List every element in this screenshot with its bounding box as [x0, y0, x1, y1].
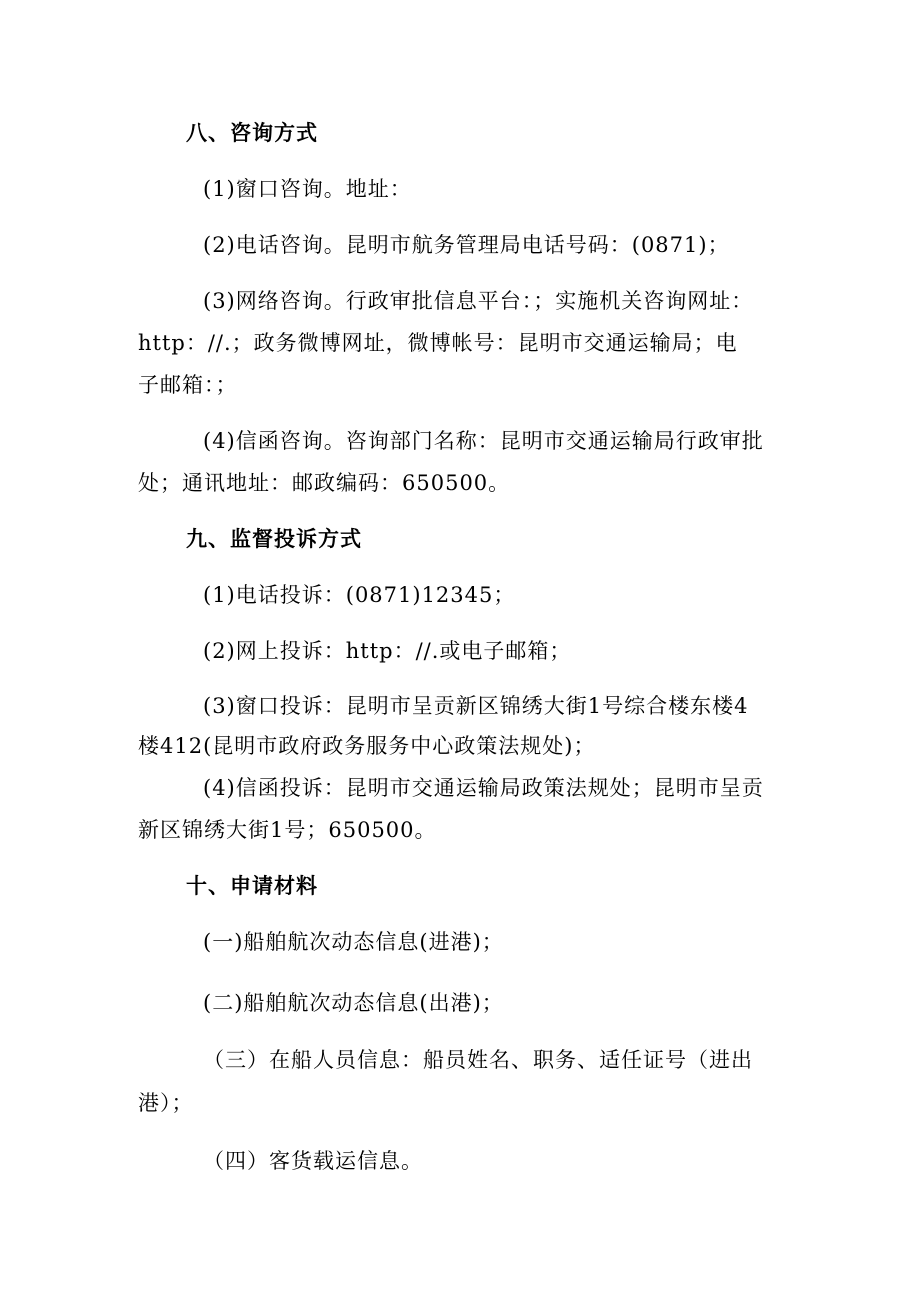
consult-online-line-2: http：//.；政务微博网址，微博帐号：昆明市交通运输局；电 [138, 331, 738, 355]
complaint-window-line-1: (3)窗口投诉：昆明市呈贡新区锦绣大街1号综合楼东楼4 [203, 694, 749, 718]
material-item-1: (一)船舶航次动态信息(进港)； [203, 930, 504, 954]
section-heading-consultation: 八、咨询方式 [186, 121, 318, 145]
consult-online-line-3: 子邮箱：； [138, 373, 238, 397]
section-heading-complaint: 九、监督投诉方式 [186, 527, 362, 551]
material-item-4: （四）客货载运信息。 [203, 1149, 423, 1173]
material-item-3-line-2: 港）； [138, 1091, 194, 1115]
consult-letter-line-1: (4)信函咨询。咨询部门名称：昆明市交通运输局行政审批 [203, 429, 764, 453]
consult-online-line-1: (3)网络咨询。行政审批信息平台：；实施机关咨询网址： [203, 289, 754, 313]
complaint-window-line-2: 楼412(昆明市政府政务服务中心政策法规处)； [138, 734, 596, 758]
material-item-3-line-1: （三）在船人员信息：船员姓名、职务、适任证号（进出 [203, 1048, 753, 1072]
complaint-online-line: (2)网上投诉：http：//.或电子邮箱； [203, 639, 572, 663]
consult-phone-line: (2)电话咨询。昆明市航务管理局电话号码：(0871)； [203, 233, 730, 257]
complaint-letter-line-1: (4)信函投诉：昆明市交通运输局政策法规处；昆明市呈贡 [203, 776, 764, 800]
complaint-letter-line-2: 新区锦绣大街1号；650500。 [138, 818, 437, 842]
material-item-2: (二)船舶航次动态信息(出港)； [203, 991, 504, 1015]
section-heading-materials: 十、申请材料 [186, 874, 318, 898]
consult-window-line: (1)窗口咨询。地址： [203, 177, 412, 201]
consult-letter-line-2: 处；通讯地址：邮政编码：650500。 [138, 471, 511, 495]
complaint-phone-line: (1)电话投诉：(0871)12345； [203, 583, 516, 607]
